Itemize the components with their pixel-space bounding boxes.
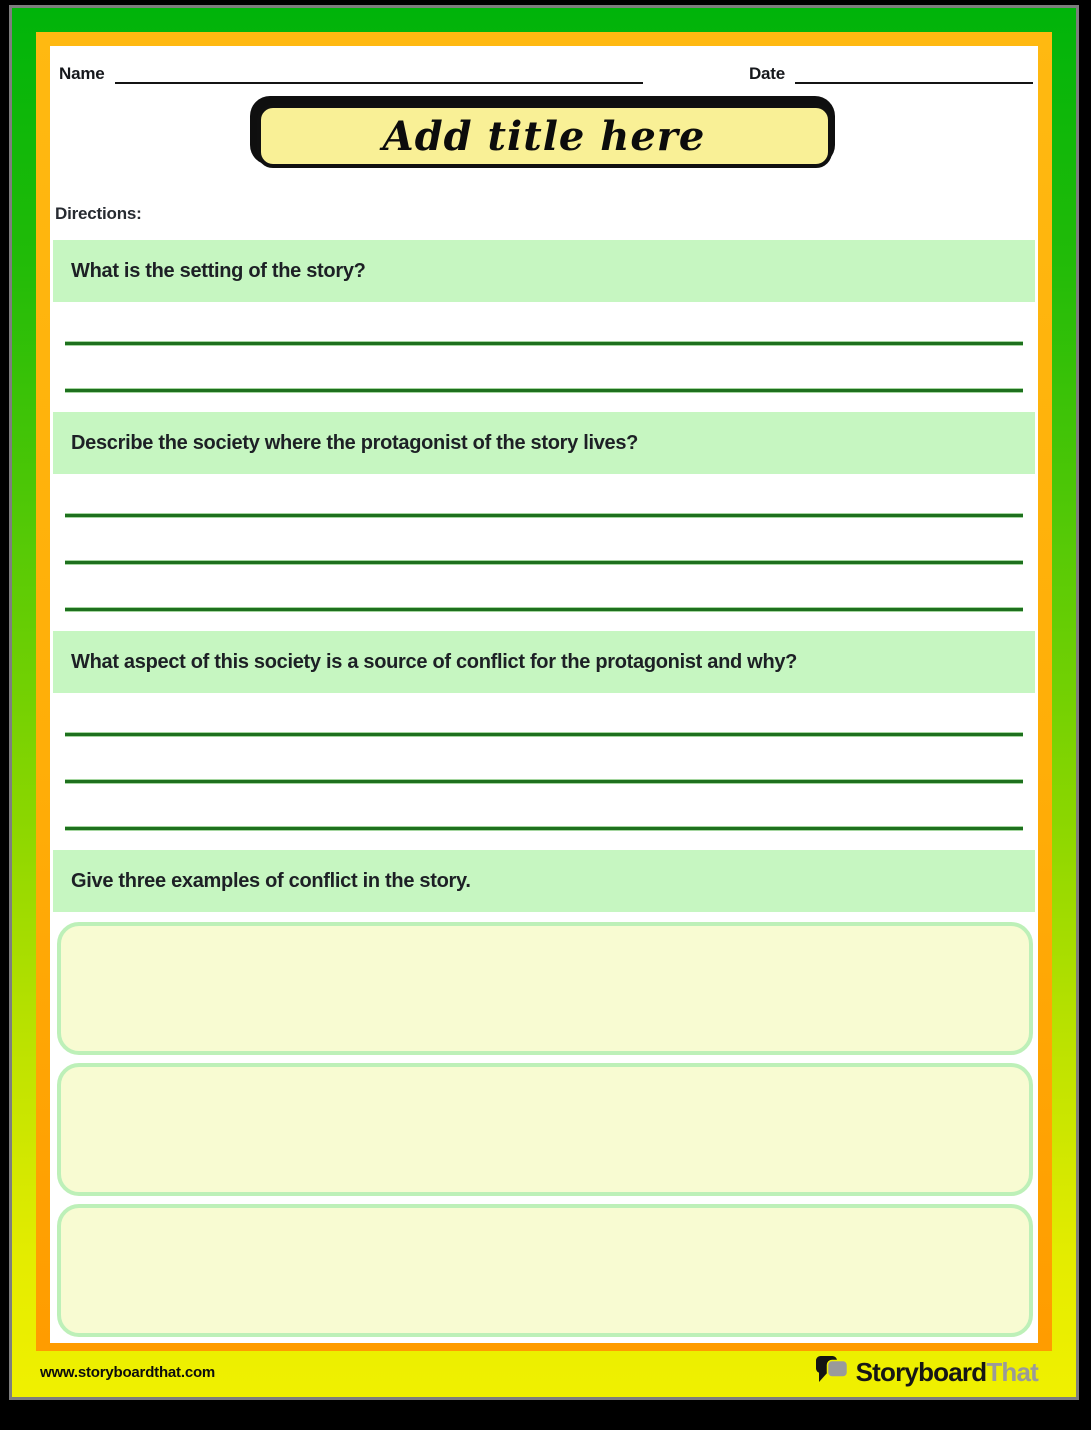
question-header: Give three examples of conflict in the story. (53, 850, 1035, 912)
question-section-conflict-examples (53, 850, 1035, 1337)
directions-label: Directions: (55, 204, 142, 223)
answer-write-line[interactable] (65, 342, 1023, 345)
question-header: What aspect of this society is a source of conflict for the protagonist and why? (53, 631, 1035, 693)
inner-orange-border (36, 32, 1052, 1351)
footer (36, 1351, 1052, 1397)
answer-write-line[interactable] (65, 827, 1023, 830)
answer-write-line[interactable] (65, 389, 1023, 392)
answer-write-line[interactable] (65, 608, 1023, 611)
question-header: What is the setting of the story? (53, 240, 1035, 302)
logo-text-secondary: That (986, 1356, 1038, 1387)
title-banner (257, 98, 832, 168)
question-header: Describe the society where the protagonist of the story lives? (53, 412, 1035, 474)
answer-box-1[interactable] (57, 922, 1033, 1055)
answer-box-3[interactable] (57, 1204, 1033, 1337)
date-label: Date (748, 64, 785, 83)
answer-write-line[interactable] (65, 561, 1023, 564)
question-section-society (53, 412, 1035, 611)
answer-write-line[interactable] (65, 780, 1023, 783)
answer-box-2[interactable] (57, 1063, 1033, 1196)
answer-write-line[interactable] (65, 514, 1023, 517)
worksheet-page (12, 8, 1076, 1397)
storyboardthat-logo (815, 1355, 1038, 1390)
date-input-line[interactable] (795, 66, 1033, 84)
title-input[interactable]: Add title here (257, 104, 832, 168)
answer-write-line[interactable] (65, 733, 1023, 736)
name-date-row (53, 46, 1035, 84)
question-section-conflict-source (53, 631, 1035, 830)
logo-text-primary: Storyboard (855, 1356, 987, 1387)
question-section-setting (53, 240, 1035, 392)
speech-bubbles-icon (815, 1355, 849, 1390)
worksheet-content (50, 46, 1038, 1343)
website-url-link[interactable]: www.storyboardthat.com (40, 1363, 216, 1381)
name-input-line[interactable] (115, 66, 643, 84)
name-label: Name (59, 64, 105, 83)
logo-wordmark (856, 1357, 1038, 1388)
